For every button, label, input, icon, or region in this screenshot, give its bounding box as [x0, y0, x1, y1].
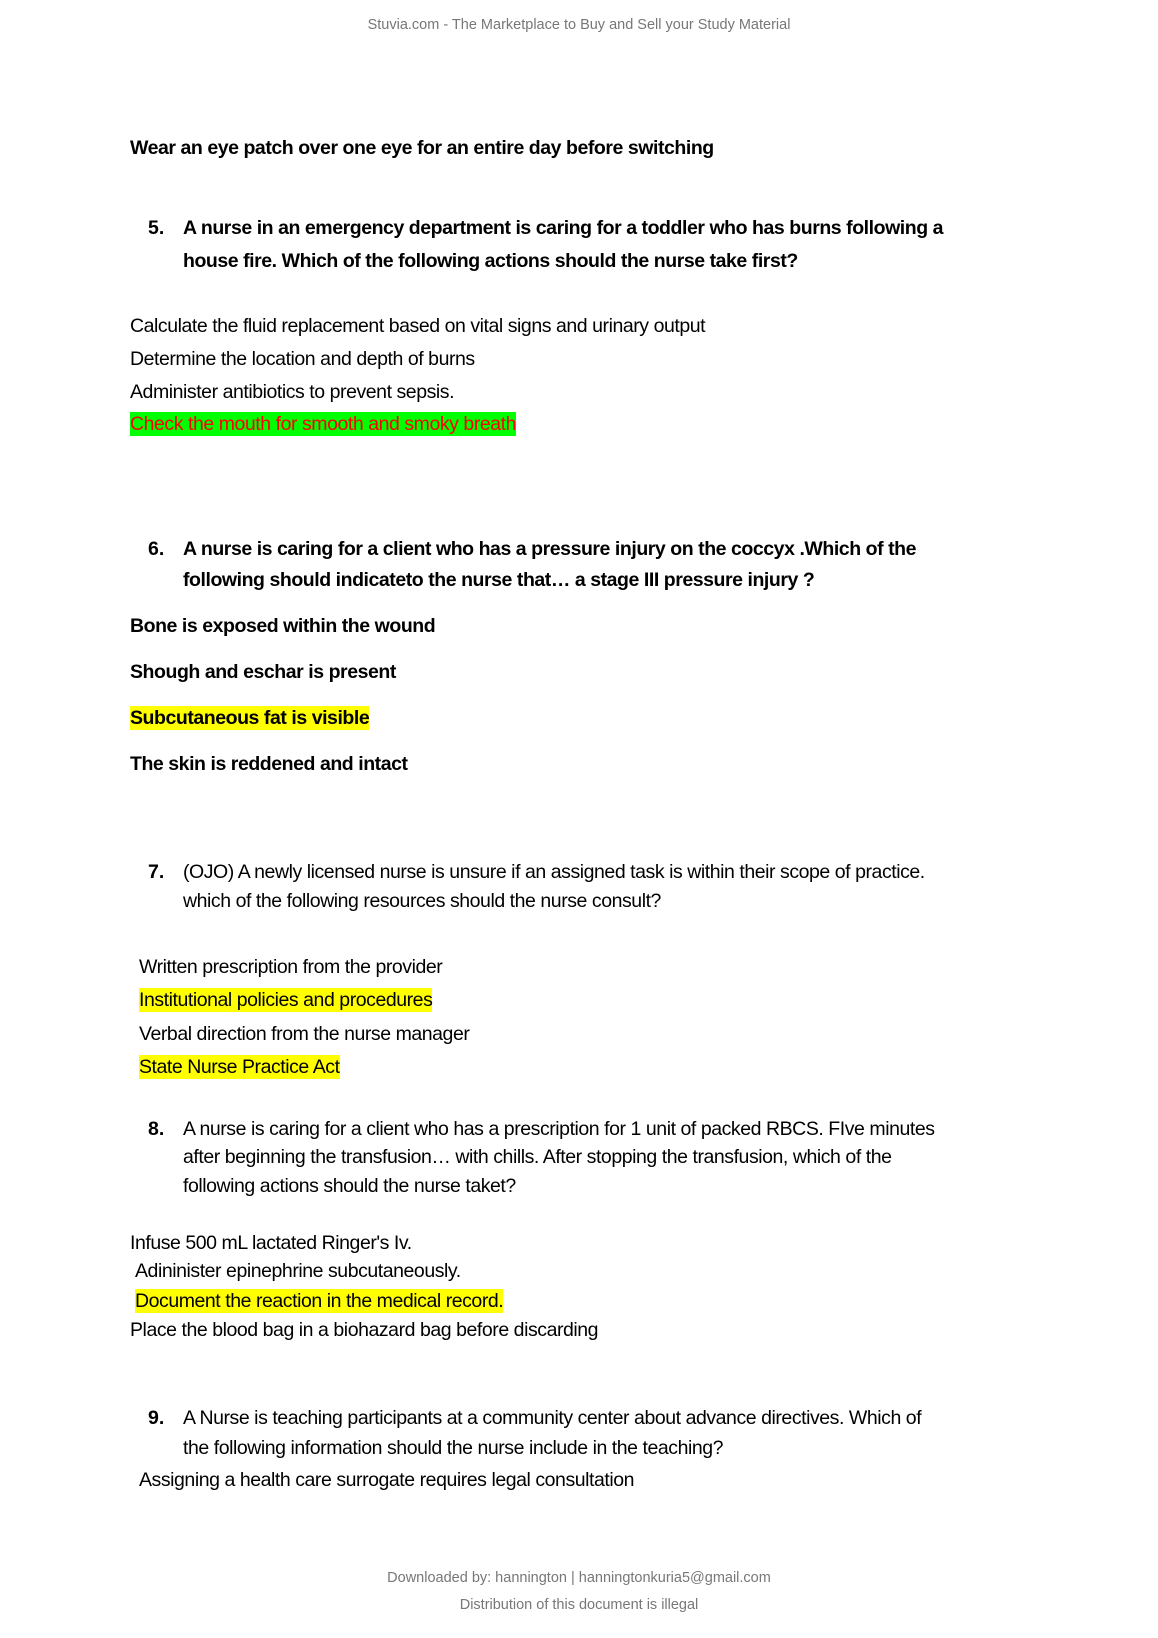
- option: The skin is reddened and intact: [130, 753, 408, 775]
- question-number: 5.: [148, 217, 165, 239]
- option: Shough and eschar is present: [130, 661, 396, 683]
- option: Written prescription from the provider: [139, 956, 443, 978]
- question-number: 6.: [148, 538, 165, 560]
- question-text: A nurse is caring for a client who has a prescription for 1 unit of packed RBCS. FIve minutes: [183, 1118, 935, 1140]
- option: Infuse 500 mL lactated Ringer's Iv.: [130, 1232, 412, 1254]
- question-text: A Nurse is teaching participants at a community center about advance directives. Which of: [183, 1407, 922, 1429]
- question-text: (OJO) A newly licensed nurse is unsure if an assigned task is within their scope of practice.: [183, 861, 925, 883]
- correct-option: State Nurse Practice Act: [139, 1056, 340, 1078]
- question-text: house fire. Which of the following actions should the nurse take first?: [183, 250, 798, 272]
- correct-option: Subcutaneous fat is visible: [130, 707, 370, 729]
- question-text: which of the following resources should the nurse consult?: [183, 890, 661, 912]
- option: Assigning a health care surrogate requires legal consultation: [139, 1469, 635, 1491]
- option: Adininister epinephrine subcutaneously.: [135, 1260, 461, 1282]
- correct-option: Check the mouth for smooth and smoky breath: [130, 413, 517, 435]
- question-text: A nurse is caring for a client who has a pressure injury on the coccyx .Which of the: [183, 538, 916, 560]
- question-text: A nurse in an emergency department is caring for a toddler who has burns following a: [183, 217, 944, 239]
- option: Determine the location and depth of burns: [130, 348, 475, 370]
- intro-answer: Wear an eye patch over one eye for an entire day before switching: [130, 137, 714, 159]
- question-text: following actions should the nurse taket?: [183, 1175, 516, 1197]
- question-number: 7.: [148, 861, 165, 883]
- footer-notice: Distribution of this document is illegal: [459, 1597, 699, 1613]
- option: Bone is exposed within the wound: [130, 615, 436, 637]
- question-number: 9.: [148, 1407, 165, 1429]
- option: Verbal direction from the nurse manager: [139, 1023, 470, 1045]
- correct-option: Document the reaction in the medical record.: [135, 1290, 504, 1312]
- option: Calculate the fluid replacement based on vital signs and urinary output: [130, 315, 706, 337]
- question-text: after beginning the transfusion… with chills. After stopping the transfusion, which of the: [183, 1146, 892, 1168]
- correct-option: Institutional policies and procedures: [139, 989, 433, 1011]
- page-header: Stuvia.com - The Marketplace to Buy and Sell your Study Material: [367, 17, 791, 33]
- question-text: following should indicateto the nurse that… a stage III pressure injury ?: [183, 569, 815, 591]
- option: Place the blood bag in a biohazard bag before discarding: [130, 1319, 599, 1341]
- footer-downloaded-by: Downloaded by: hannington | hanningtonkuria5@gmail.com: [387, 1570, 771, 1586]
- question-text: the following information should the nurse include in the teaching?: [183, 1437, 724, 1459]
- question-number: 8.: [148, 1118, 165, 1140]
- option: Administer antibiotics to prevent sepsis.: [130, 381, 455, 403]
